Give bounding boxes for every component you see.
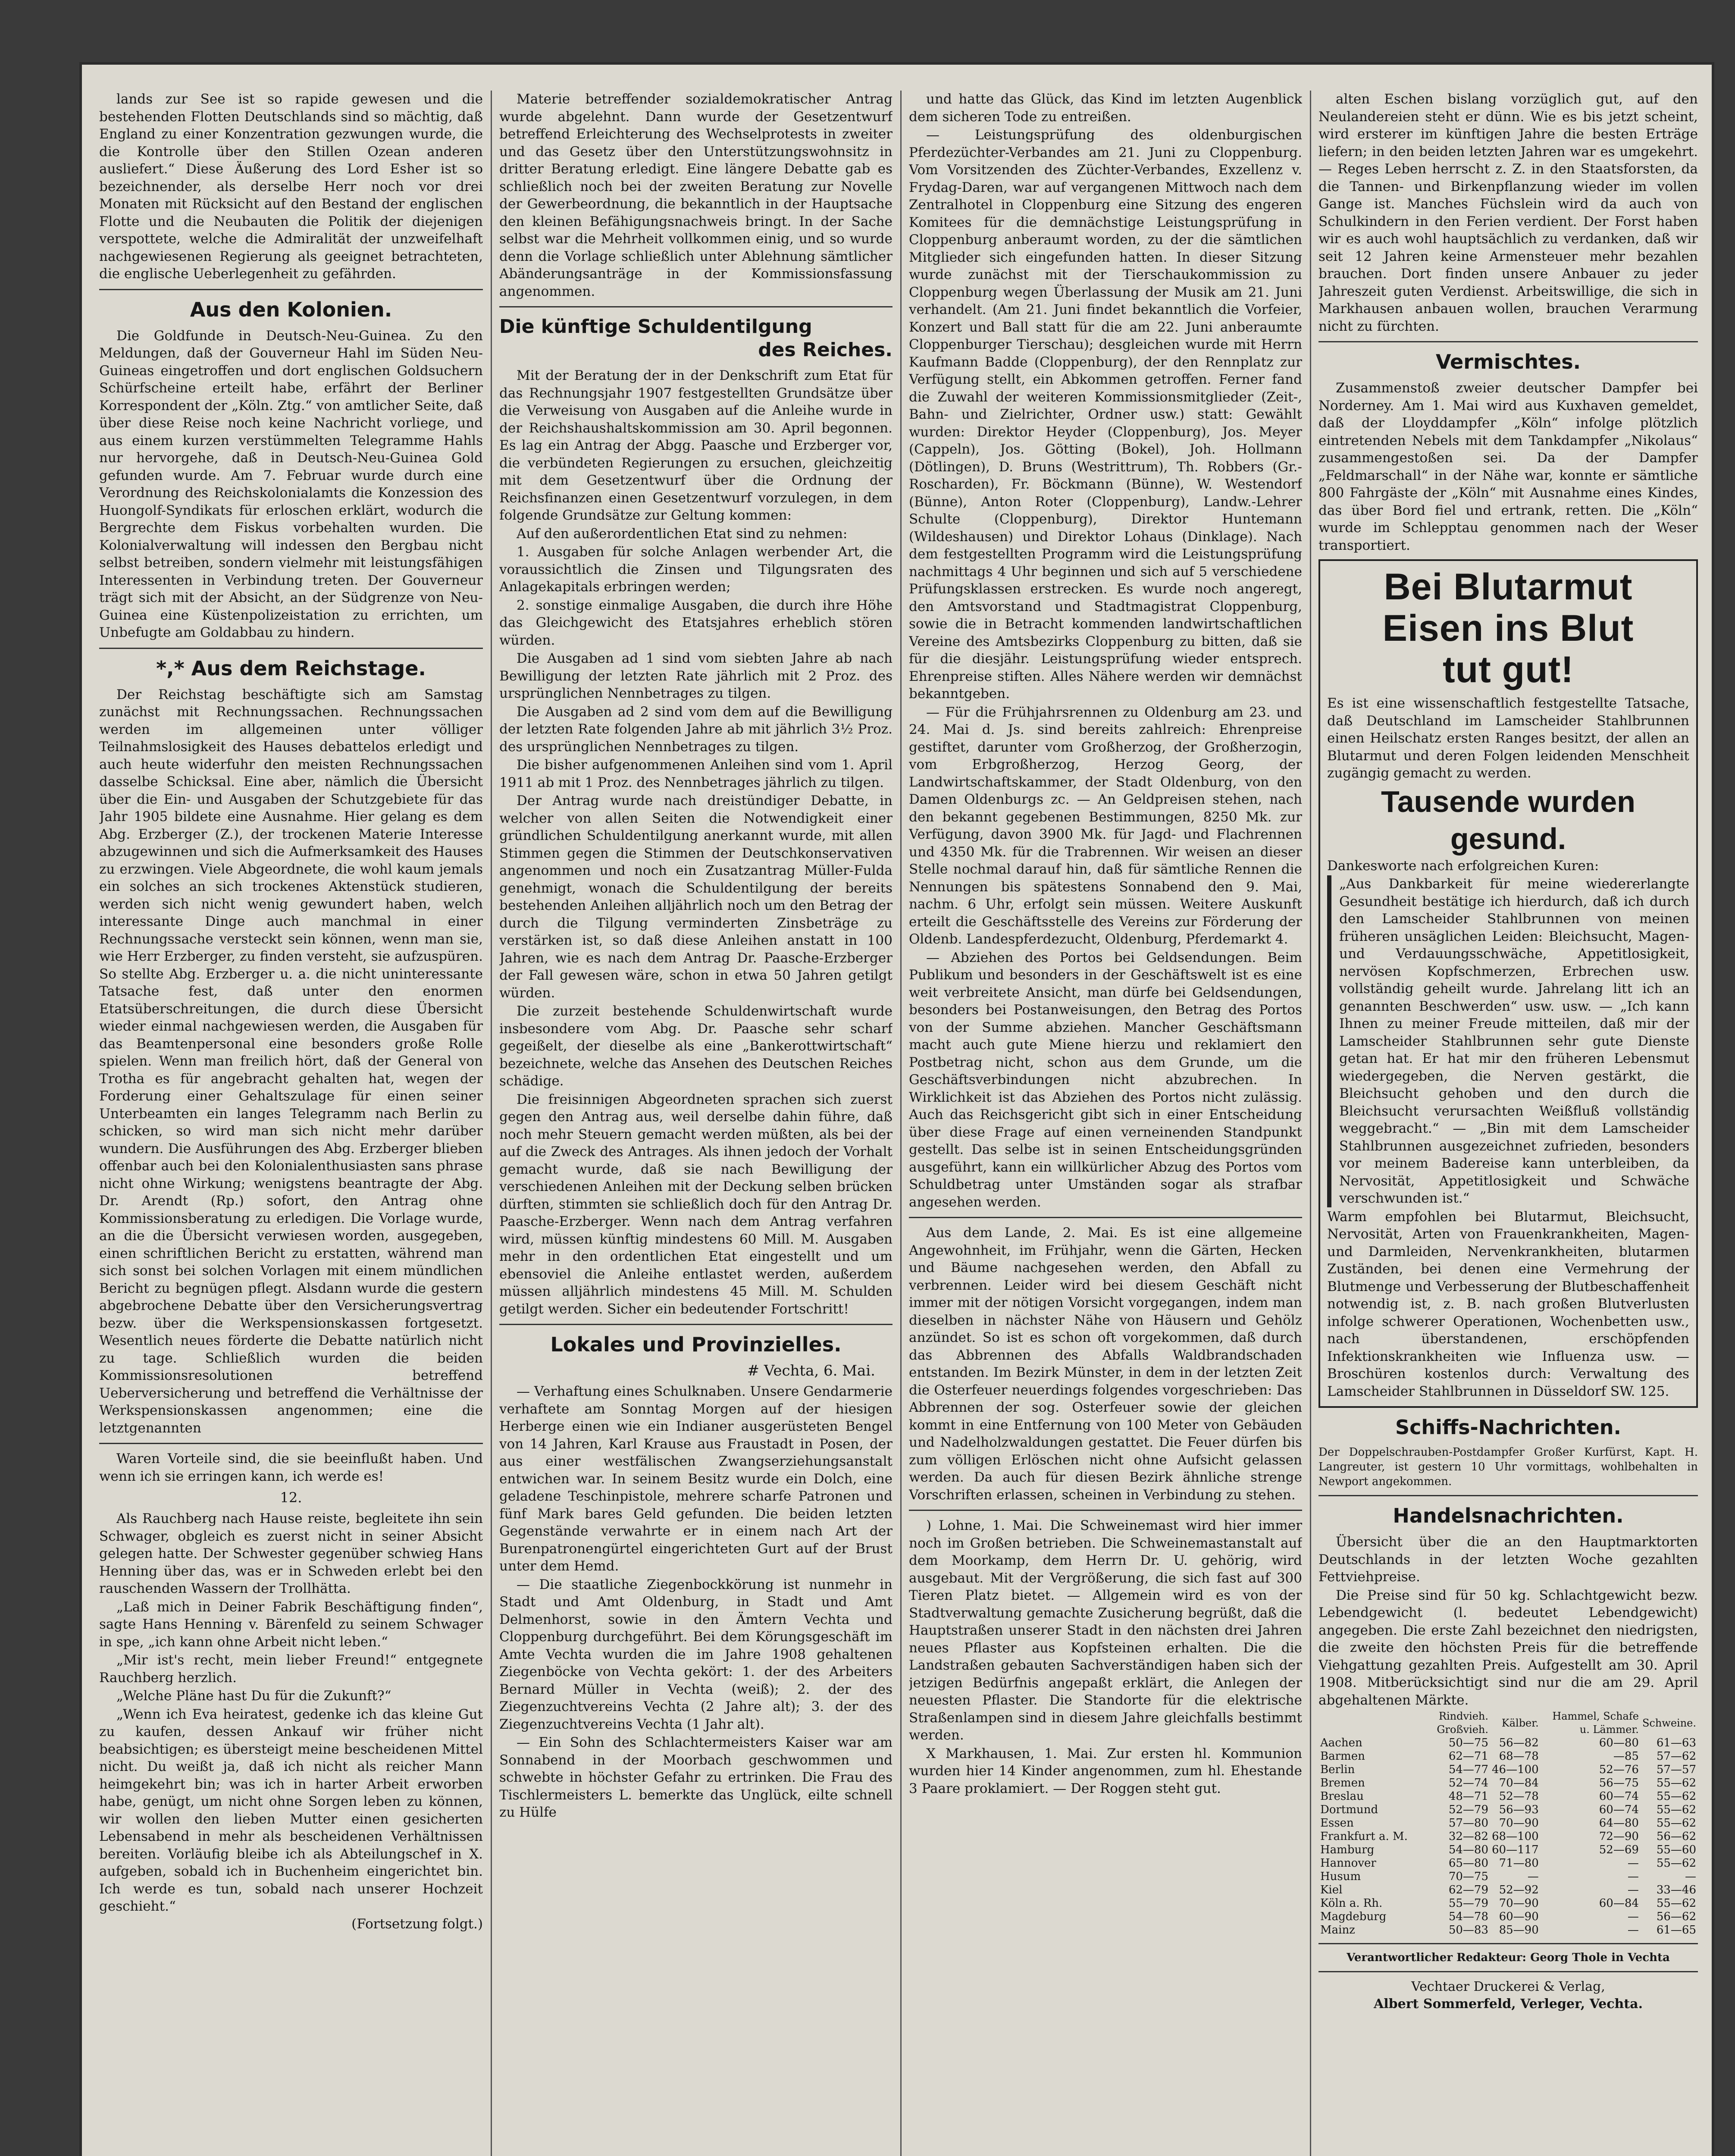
ad-headline: tut gut! [1442, 649, 1574, 690]
table-cell: 33—46 [1656, 1883, 1696, 1896]
handel-text: Die Preise sind für 50 kg. Schlachtgewicht bezw. Lebendgewicht (l. bedeutet Lebendgewicht) angegeben. Die erste Zahl bezeichnet den niedrigsten, die zweite den höchsten Preis für die betreffende Viehgattung gezahlten Preis. Aufgestellt am 30. April 1908. Mitberücksichtigt sind nur die am 29. April abgehaltenen Märkte. [1318, 1587, 1698, 1708]
column-rule [1310, 91, 1311, 2156]
table-cell: 55—62 [1656, 1777, 1696, 1789]
table-cell: 72—90 [1599, 1830, 1639, 1843]
table-header [1318, 1710, 1409, 1736]
table-cell: Husum [1320, 1870, 1361, 1883]
table-cell: 56—62 [1656, 1830, 1696, 1843]
article-paragraph: Die zurzeit bestehende Schuldenwirtschaft wurde insbesondere vom Abg. Dr. Paasche sehr scharf gegeißelt, der dieselbe als eine „Bankerottwirtschaft“ bezeichnete, welche das Ansehen des Deutschen Reiches schädige. [499, 1003, 893, 1089]
table-cell: 60—74 [1599, 1790, 1639, 1803]
table-cell: 65—80 [1448, 1857, 1489, 1870]
table-cell: —85 [1613, 1750, 1639, 1763]
advertisement-lamscheider [1318, 559, 1698, 1408]
table-row [1318, 1817, 1698, 1830]
table-row [1318, 1763, 1698, 1777]
table-row [1318, 1924, 1698, 1937]
section-rule [99, 1443, 483, 1444]
redakteur-line: Verantwortlicher Redakteur: Georg Thole in Vechta [1347, 1951, 1670, 1964]
table-row [1318, 1790, 1698, 1803]
article-paragraph: lands zur See ist so rapide gewesen und die bestehenden Flotten Deutschlands sind so mächtig, daß England zu einer Konzentration gezwungen wurde, die die Kontrolle über den Stillen Ozean anderen ausliefert.“ Diese Äußerung des Lord Esher ist so bezeichnender, als derselbe Herr noch vor drei Monaten mit Rücksicht auf den Bestand der englischen Flotte und die Neubauten die Politik der diejenigen verspottete, welche die Admiralität der unzweifelhaft nachgewiesenen Regierung als geeignet betrachteten, die englische Ueberlegenheit zu gefährden. [99, 91, 483, 282]
dateline: # Vechta, 6. Mai. [747, 1362, 875, 1379]
table-cell: 56—93 [1499, 1803, 1539, 1816]
table-cell: 52—76 [1599, 1763, 1639, 1776]
article-paragraph: und hatte das Glück, das Kind im letzten Augenblick dem sicheren Tode zu entreißen. [909, 91, 1302, 125]
article-paragraph: — Leistungsprüfung des oldenburgischen Pferdezüchter-Verbandes am 21. Juni zu Cloppenburg. Vom Vorsitzenden des Züchter-Verbandes, Exzellenz v. Frydag-Daren, war auf vergangenen Mittwoch nach dem Zentralhotel in Cloppenburg eine Sitzung des engeren Komitees für die demnächstige Leistungsprüfung in Cloppenburg anberaumt worden, zu der die sämtlichen Mitglieder sich eingefunden hatten. In dieser Sitzung wurde zunächst mit der Tierschaukommission zu Cloppenburg wegen Überlassung der Musik am 21. Juni verhandelt. (Am 21. Juni findet bekanntlich die Vorfeier, Konzert und Ball statt für die am 22. Juni anberaumte Cloppenburger Tierschau); desgleichen wurde mit Herrn Kaufmann Badde (Cloppenburg), der den Rennplatz zur Verfügung stellt, ein Abkommen getroffen. Ferner fand die Zuwahl der weiteren Kommissionsmitglieder (Zeit-, Bahn- und Zielrichter, Ordner usw.) statt: Gewählt wurden: Direktor Heyder (Cloppenburg), Jos. Meyer (Cappeln), Jos. Götting (Bokel), Joh. Hollmann (Dötlingen), D. Bruns (Westrittrum), Th. Robbers (Gr.-Roscharden), Fr. Böckmann (Bünne), W. Westendorf (Bünne), Anton Roter (Cloppenburg), Landw.-Lehrer Schulte (Cloppenburg), Direktor Huntemann (Wildeshausen) und Direktor Lohaus (Dinklage). Nach dem festgestellten Programm wird die Leistungsprüfung nachmittags 4 Uhr beginnen und sich auf 5 verschiedene Prüfungsklassen erstrecken. Es wurde noch angeregt, den Amtsvorstand und Stadtmagistrat Cloppenburg, sowie die in Betracht kommenden landwirtschaftlichen Vereine des Amtsbezirks Cloppenburg zu bitten, daß sie für die diesjähr. Leistungsprüfung wieder entsprech. Ehrenpreise stiften. Alles Nähere werden wir demnächst bekanntgeben. [909, 127, 1302, 702]
handel-intro: Übersicht über die an den Hauptmarktorten Deutschlands in der letzten Woche gezahlten Fettviehpreise. [1318, 1534, 1698, 1585]
table-cell: — [1527, 1870, 1539, 1883]
table-header: Kälber. [1501, 1717, 1539, 1729]
table-row [1318, 1777, 1698, 1790]
ad-footer: Warm empfohlen bei Blutarmut, Bleichsucht, Nervosität, Arten von Frauenkrankheiten, Magen- und Darmleiden, Nervenkrankheiten, blutarmen Zuständen, bei denen eine Vermehrung der Blutmenge und Verbesserung der Blutbeschaffenheit notwendig ist, z. B. nach großen Blutverlusten infolge schwerer Operationen, Wochenbetten usw., nach überstandenen, erschöpfenden Infektionskrankheiten wie Influenza usw. — Broschüren kostenlos durch: Verwaltung des Lamscheider Stahlbrunnen in Düsseldorf SW. 125. [1327, 1209, 1689, 1399]
article-paragraph: „Welche Pläne hast Du für die Zukunft?“ [116, 1688, 391, 1704]
section-rule [1318, 1495, 1698, 1496]
article-paragraph: Die Ausgaben ad 1 sind vom siebten Jahre ab nach Bewilligung der letzten Rate jährlich mit 2 Proz. des ursprünglichen Nennbetrages zu tilgen. [499, 651, 893, 701]
table-cell: — [1627, 1883, 1639, 1896]
table-cell: 57—57 [1656, 1763, 1696, 1776]
table-cell: 50—75 [1448, 1736, 1489, 1749]
table-cell: 70—84 [1499, 1777, 1539, 1789]
article-paragraph: Die Ausgaben ad 2 sind vom dem auf die Bewilligung der letzten Rate folgenden Jahre ab mit jährlich 3½ Proz. des ursprünglichen Nennbetrages zu tilgen. [499, 704, 893, 755]
table-row [1318, 1803, 1698, 1817]
table-cell: 55—62 [1656, 1897, 1696, 1910]
column-rule [491, 91, 492, 2156]
ad-headline: Eisen ins Blut [1382, 608, 1634, 649]
section-rule [909, 1217, 1302, 1218]
section-rule [1318, 1971, 1698, 1972]
table-cell: Frankfurt a. M. [1320, 1830, 1408, 1843]
article-paragraph: alten Eschen bislang vorzüglich gut, auf den Neulandereien steht er dünn. Wie es bis jetzt scheint, wird ersterer im künftigen Jahre die besten Erträge liefern; in den beiden letzten Jahren war es umgekehrt. — Reges Leben herrscht z. Z. in den Staatsforsten, da die Tannen- und Birkenpflanzung wieder im vollen Gange ist. Manches Füchslein wird da auch von Schulkindern in den Ferien verdient. Der Forst haben wir es auch wohl hauptsächlich zu verdanken, daß wir seit 12 Jahren keine Armensteuer mehr bezahlen brauchen. Dort finden unsere Anbauer zu jeder Jahreszeit guten Verdienst. Arbeitswillige, die sich in Markhausen anbauen wollen, brauchen Verarmung nicht zu fürchten. [1318, 91, 1698, 334]
table-cell: 55—62 [1656, 1803, 1696, 1816]
table-cell: 70—75 [1448, 1870, 1489, 1883]
table-header: Schweine. [1642, 1717, 1696, 1729]
table-cell: Bremen [1320, 1777, 1365, 1789]
article-paragraph: — Abziehen des Portos bei Geldsendungen. Beim Publikum und besonders in der Geschäftswelt ist es eine weit verbreitete Ansicht, man dürfe bei Geldsendungen, besonders bei Postanweisungen, den Betrag des Portos von der Summe abziehen. Mancher Geschäftsmann macht auch gute Miene hierzu und reklamiert den Postbetrag nicht, schon aus dem Grunde, um die Geschäftsverbindungen nicht abzubrechen. In Wirklichkeit ist das Abziehen des Portos nicht zulässig. Auch das Reichsgericht gibt sich in einer Entscheidung über diese Frage auf einen verneinenden Standpunkt gestellt. Das selbe ist in seinen Entscheidungsgründen ausgeführt, kann ein willkürlicher Abzug des Portos vom Schuldbetrag unter Umständen sogar als strafbar angesehen werden. [909, 950, 1302, 1210]
table-cell: 60—74 [1599, 1803, 1639, 1816]
title-line: Die künftige Schuldentilgung [499, 316, 812, 338]
section-rule [99, 289, 483, 290]
table-cell: 46—100 [1492, 1763, 1539, 1776]
table-cell: 55—62 [1656, 1857, 1696, 1870]
table-header: Hammel, Schafe u. Lämmer. [1552, 1710, 1639, 1736]
printer-line: Vechtaer Druckerei & Verlag, [1411, 1979, 1605, 1994]
table-cell: 61—65 [1656, 1924, 1696, 1937]
table-row [1318, 1830, 1698, 1843]
section-rule [1318, 1943, 1698, 1944]
table-cell: 52—74 [1448, 1777, 1489, 1789]
article-paragraph: 2. sonstige einmalige Ausgaben, die durch ihre Höhe das Gleichgewicht des Etatsjahres erheblich stören würden. [499, 597, 893, 648]
newspaper-page [82, 65, 1712, 2156]
table-cell: 55—62 [1656, 1817, 1696, 1830]
table-cell: 52—78 [1499, 1790, 1539, 1803]
article-paragraph: Die Goldfunde in Deutsch-Neu-Guinea. Zu den Meldungen, daß der Gouverneur Hahl im Süden Neu-Guineas eingetroffen und dort englischen Goldsuchern Schürfscheine erteilt habe, erfährt der Berliner Korrespondent der „Köln. Ztg.“ von amtlicher Seite, daß über diese Reise noch keine Nachricht vorliege, und aus einem kurzen verstümmelten Telegramme Hahls nur hervorgehe, daß in Deutsch-Neu-Guinea Gold gefunden wurde. Am 7. Februar wurde durch eine Verordnung des Reichskolonialamts die Konzession des Huongolf-Syndikats für erloschen erklärt, wodurch die Bergrechte dem Fiskus vorbehalten wurden. Die Kolonialverwaltung will indessen den Bergbau nicht selbst betreiben, sondern vielmehr mit leistungsfähigen Interessenten in Verbindung treten. Der Gouverneur trägt sich mit der Absicht, an der Südgrenze von Neu-Guinea eine Küstenpolizeistation zu errichten, um Unbefugte am Goldabbau zu hindern. [99, 328, 483, 640]
column-1 [99, 91, 483, 2156]
section-title-reichstag: *,* Aus dem Reichstage. [156, 656, 426, 680]
ad-testimonials-text: „Aus Dankbarkeit für meine wiedererlangte Gesundheit bestätige ich hierdurch, daß ich durch den Lamscheider Stahlbrunnen von meinen früheren unsäglichen Leiden: Bleichsucht, Magen- und Verdauungsschwäche, Appetitlosigkeit, nervösen Kopfschmerzen, Erbrechen usw. vollständig geheilt wurde. Jahrelang litt ich an genannten Beschwerden“ usw. usw. — „Ich kann Ihnen zu meiner Freude mitteilen, daß mir der Lamscheider Stahlbrunnen sehr gute Dienste getan hat. Er hat mir den früheren Lebensmut wiedergegeben, die Nerven gestärkt, die Bleichsucht gehoben und den durch die Bleichsucht verursachten Weißfluß vollständig weggebracht.“ — „Bin mit dem Lamscheider Stahlbrunnen ausgezeichnet zufrieden, besonders vor meinem Badereise kann unterbleiben, da Nervosität, Appetitlosigkeit und Schwäche verschwunden ist.“ [1339, 876, 1689, 1206]
section-title-lokales: Lokales und Provinzielles. [550, 1333, 842, 1356]
table-cell: Mainz [1320, 1924, 1355, 1937]
table-cell: 70—90 [1499, 1897, 1539, 1910]
continuation-note: (Fortsetzung folgt.) [351, 1916, 483, 1932]
table-cell: 48—71 [1448, 1790, 1489, 1803]
table-cell: Magdeburg [1320, 1910, 1387, 1923]
ad-headline: Bei Blutarmut [1384, 566, 1633, 608]
table-cell: 54—78 [1448, 1910, 1489, 1923]
table-cell: Hannover [1320, 1857, 1376, 1870]
article-paragraph: X Markhausen, 1. Mai. Zur ersten hl. Kommunion wurden hier 14 Kinder angenommen, zum hl. Ehestande 3 Paare proklamiert. — Der Roggen steht gut. [909, 1745, 1302, 1796]
article-paragraph: „Wenn ich Eva heiratest, gedenke ich das kleine Gut zu kaufen, dessen Ankauf wir früher nicht beabsichtigen; es übersteigt meine bescheidenen Mittel nicht. Du weißt ja, daß ich nicht als reicher Mann heimgekehrt bin; was ich in harter Arbeit erworben habe, genügt, um nicht ohne Sorgen leben zu können, wir wollen den lieben Mutter einen gesicherten Lebensabend in mehr als bescheidenen Verhältnissen bereiten. Vorläufig bleibe ich als Abteilungschef in X. aufgeben, sobald ich in Buchenheim eingerichtet bin. Ich werde es tun, sobald nach unserer Hochzeit geschieht.“ [99, 1706, 483, 1914]
table-cell: 52—79 [1448, 1803, 1489, 1816]
article-paragraph: Der Reichstag beschäftigte sich am Samstag zunächst mit Rechnungssachen. Rechnungssachen werden im allgemeinen unter völliger Teilnahmslosigkeit des Hauses debattelos erledigt und auch heute widerfuhr den meisten Rechnungssachen dasselbe Schicksal. Eine aber, nämlich die Übersicht über die Ein- und Ausgaben der Schutzgebiete für das Jahr 1905 bildete eine Ausnahme. Hier gelang es dem Abg. Erzberger (Z.), der trockenen Materie Interesse abzugewinnen und sich die Aufmerksamkeit des Hauses zu erzwingen. Viele Abgeordnete, die wohl kaum jemals ein solches an sich trockenes Aktenstück studieren, werden sich nicht wenig gewundert haben, welch interessante Dinge auch manchmal in einer Rechnungssache versteckt sein können, wenn man sie, wie Herr Erzberger, zu finden versteht, sie aufzuspüren. So stellte Abg. Erzberger u. a. die nicht uninteressante Tatsache fest, daß unter den enormen Etatsüberschreitungen, die durch diese Übersicht wieder einmal nachgewiesen werden, die Ausgaben für das Beamtenpersonal eine besonders große Rolle spielen. Wenn man freilich hört, daß der General von Trotha es für angebracht gehalten hat, wegen der Forderung einer Gehaltszulage für einen seiner Unterbeamten ein langes Telegramm nach Berlin zu schicken, so wird man sich nicht mehr darüber wundern. Die Ausführungen des Abg. Erzberger blieben offenbar auch bei den Kolonialenthusiasten sans phrase nicht ohne Wirkung; wenigstens beantragte der Abg. Dr. Arendt (Rp.) sofort, den Antrag ohne Kommissionsberatung zu erledigen. Die Vorlage wurde, an die die Übersicht verwiesen worden, ausgegeben, einen schriftlichen Bericht zu erstatten, während man sich sonst bei solchen Vorlagen mit einem mündlichen Bericht zu begnügen pflegt. Alsdann wurde die gestern abgebrochene Debatte über den Versicherungsvertrag bezw. über die Werkspensionskassen fortgesetzt. Wesentlich neues förderte die Debatte natürlich nicht zu tage. Schließlich wurden die beiden Kommissionsresolutionen betreffend Ueberversicherung und betreffend die Verhältnisse der Werkspensionskassen angenommen; eine die letztgenannten [99, 686, 483, 1436]
schiffs-text: Der Doppelschrauben-Postdampfer Großer Kurfürst, Kapt. H. Langreuter, ist gestern 10 Uhr vormittags, wohlbehalten in Newport angekommen. [1318, 1446, 1698, 1488]
ad-testimonials-intro: Dankesworte nach erfolgreichen Kuren: [1327, 858, 1599, 874]
table-cell: 55—62 [1656, 1790, 1696, 1803]
table-cell: — [1627, 1924, 1639, 1937]
table-cell: Hamburg [1320, 1843, 1375, 1856]
table-cell: 56—82 [1499, 1736, 1539, 1749]
article-paragraph: Auf den außerordentlichen Etat sind zu nehmen: [517, 526, 848, 542]
article-paragraph: „Laß mich in Deiner Fabrik Beschäftigung finden“, sagte Hans Henning v. Bärenfeld zu seinem Schwager in spe, „ich kann ohne Arbeit nicht leben.“ [99, 1599, 483, 1650]
table-row [1318, 1883, 1698, 1897]
table-cell: 57—80 [1448, 1817, 1489, 1830]
article-paragraph: — Verhaftung eines Schulknaben. Unsere Gendarmerie verhaftete am Sonntag Morgen auf der hiesigen Herberge einen wie ein Indianer ausgerüsteten Bengel von 14 Jahren, Karl Krause aus Fraustadt in Posen, der aus einer westfälischen Zwangserziehungsanstalt entwichen war. In seinem Besitz wurde ein Dolch, eine geladene Teschinpistole, mehrere scharfe Patronen und fünf Mark bares Geld gefunden. Die beiden letzten Gegenstände verwahrte er in einem nach Art der Burenpatronengürtel eingerichteten Gurt auf der Brust unter dem Hemd. [499, 1384, 893, 1574]
section-rule [1318, 341, 1698, 342]
table-cell: 56—62 [1656, 1910, 1696, 1923]
section-rule [909, 1510, 1302, 1511]
ad-subheadline: Tausende wurden gesund. [1381, 784, 1635, 856]
article-paragraph: „Mir ist's recht, mein lieber Freund!“ entgegnete Rauchberg herzlich. [99, 1652, 483, 1686]
table-row [1318, 1857, 1698, 1870]
column-3 [909, 91, 1302, 2156]
table-row [1318, 1897, 1698, 1910]
table-cell: 54—80 [1448, 1843, 1489, 1856]
title-line: des Reiches. [758, 339, 893, 361]
section-title-schiffs: Schiffs-Nachrichten. [1395, 1416, 1622, 1439]
table-cell: 52—92 [1499, 1883, 1539, 1896]
ad-testimonials [1327, 875, 1689, 1207]
section-rule [499, 306, 893, 307]
table-cell: 68—100 [1492, 1830, 1539, 1843]
article-paragraph: Materie betreffender sozialdemokratischer Antrag wurde abgelehnt. Dann wurde der Gesetzentwurf betreffend Erleichterung des Wechselprotests in zweiter und das Gesetz über den Unterstützungswohnsitz in dritter Beratung erledigt. Eine längere Debatte gab es schließlich noch bei der zweiten Beratung zur Novelle der Gewerbeordnung, die bekanntlich in der Hauptsache den kleinen Befähigungsnachweis bringt. In der Sache selbst war die Mehrheit vollkommen einig, und so wurde denn die Vorlage schließlich unter Ablehnung sämtlicher Abänderungsanträge in der Kommissionsfassung angenommen. [499, 91, 893, 299]
section-title-vermischtes: Vermischtes. [1435, 350, 1581, 373]
ad-text: Es ist eine wissenschaftlich festgestellte Tatsache, daß Deutschland im Lamscheider Stahlbrunnen einen Heilschatz ersten Ranges besitzt, der allen an Blutarmut und deren Folgen leidenden Menschheit zugängig gemacht zu werden. [1327, 696, 1689, 781]
article-paragraph: 1. Ausgaben für solche Anlagen werbender Art, die voraussichtlich die Zinsen und Tilgungsraten des Anlagekapitals erbringen werden; [499, 544, 893, 595]
table-cell: 62—79 [1448, 1883, 1489, 1896]
table-cell: 56—75 [1599, 1777, 1639, 1789]
table-cell: Kiel [1320, 1883, 1343, 1896]
article-paragraph: Die bisher aufgenommenen Anleihen sind vom 1. April 1911 ab mit 1 Proz. des Nennbetrages jährlich zu tilgen. [499, 757, 893, 790]
table-row [1318, 1736, 1698, 1750]
table-cell: — [1627, 1910, 1639, 1923]
table-cell: 50—83 [1448, 1924, 1489, 1937]
table-cell: 55—79 [1448, 1897, 1489, 1910]
table-cell: 57—62 [1656, 1750, 1696, 1763]
article-paragraph: ) Lohne, 1. Mai. Die Schweinemast wird hier immer noch im Großen betrieben. Die Schweinemastanstalt auf dem Moorkamp, dem Herrn Dr. U. gehörig, wird ausgebaut. Mit der Vergrößerung, die sich fast auf 300 Tieren Platz bietet. — Allgemein wird es von der Stadtverwaltung gemachte Zusicherung begrüßt, daß die Hauptstraßen unserer Stadt in den nächsten drei Jahren neues Pflaster aus Kopfsteinen erhalten. Die die Landstraßen gebauten Sachverständigen haben sich der jetzigen Bedürfnis angepaßt erklärt, die Anlegen der neuesten Pflaster. Die Standorte für die elektrische Straßenlampen sind in diesem Jahre gleichfalls bestimmt werden. [909, 1518, 1302, 1743]
section-rule [499, 1324, 893, 1325]
market-price-table [1318, 1710, 1698, 1937]
table-cell: 60—80 [1599, 1736, 1639, 1749]
section-title-schuldentilgung [499, 315, 893, 362]
table-cell: — [1627, 1857, 1639, 1870]
table-cell: Aachen [1320, 1736, 1362, 1749]
table-row [1318, 1843, 1698, 1857]
table-cell: Essen [1320, 1817, 1354, 1830]
table-cell: Barmen [1320, 1750, 1365, 1763]
table-cell: Berlin [1320, 1763, 1355, 1776]
article-paragraph: Waren Vorteile sind, die sie beeinflußt haben. Und wenn ich sie erringen kann, ich werde es! [99, 1451, 483, 1484]
article-paragraph: — Die staatliche Ziegenbockkörung ist nunmehr in Stadt und Amt Oldenburg, in Stadt und Amt Delmenhorst, sowie in den Ämtern Vechta und Cloppenburg durchgeführt. Bei dem Körungsgeschäft im Amte Vechta wurden die im Jahre 1908 gehaltenen Ziegenböcke von Vechta gekört: 1. der des Arbeiters Bernard Müller in Vechta (weiß); 2. der des Ziegenzuchtvereins Vechta (2 Jahre alt); 3. der des Ziegenzuchtvereins Vechta (1 Jahr alt). [499, 1576, 893, 1732]
table-row [1318, 1750, 1698, 1763]
table-header: Rindvieh. Großvieh. [1437, 1710, 1489, 1736]
table-cell: — [1627, 1870, 1639, 1883]
table-cell: 60—84 [1599, 1897, 1639, 1910]
table-cell: 61—63 [1656, 1736, 1696, 1749]
table-cell: Köln a. Rh. [1320, 1897, 1383, 1910]
table-cell: 71—80 [1499, 1857, 1539, 1870]
table-cell: 32—82 [1448, 1830, 1489, 1843]
table-cell: Breslau [1320, 1790, 1364, 1803]
article-paragraph: Mit der Beratung der in der Denkschrift zum Etat für das Rechnungsjahr 1907 festgestellten Grundsätze über die Verweisung von Ausgaben auf die Anleihe wurde in der Reichshaushaltskommission am 30. April begonnen. Es lag ein Antrag der Abgg. Paasche und Erzberger vor, die verbündeten Regierungen zu ersuchen, gleichzeitig mit dem Gesetzentwurf über die Ordnung der Reichsfinanzen einen Gesetzentwurf vorzulegen, in dem folgende Grundsätze zur Geltung kommen: [499, 368, 893, 523]
table-cell: 54—77 [1448, 1763, 1489, 1776]
table-cell: 62—71 [1448, 1750, 1489, 1763]
table-row [1318, 1870, 1698, 1883]
article-paragraph: Aus dem Lande, 2. Mai. Es ist eine allgemeine Angewohnheit, im Frühjahr, wenn die Gärten, Hecken und Bäume nachgesehen werden, den Abfall zu verbrennen. Leider wird bei diesem Geschäft nicht immer mit der nötigen Vorsicht vorgegangen, indem man dieselben in nächster Nähe von Häusern und Gehölz anzündet. So ist es schon oft vorgekommen, daß durch das Abbrennen des Abfalls Waldbrandschaden entstanden. Im Bezirk Münster, in dem in der letzten Zeit die Osterfeuer neuerdings folgendes vorgeschrieben: Das Abbrennen der sog. Osterfeuer sowie der gleichen kommt in eine Entfernung von 100 Meter von Gebäuden und Nadelholzwaldungen gestattet. Die Feuer dürfen bis zum völligen Erlöschen nicht ohne Aufsicht gelassen werden. Da auch für diesen Bezirk ähnliche strenge Vorschriften erlassen, scheinen in Verbindung zu stehen. [909, 1225, 1302, 1503]
table-cell: Dortmund [1320, 1803, 1378, 1816]
article-paragraph: — Ein Sohn des Schlachtermeisters Kaiser war am Sonnabend in der Moorbach geschwommen und schwebte in höchster Gefahr zu ertrinken. Die Frau des Tischlermeisters L. bemerkte das Unglück, eilte schnell zu Hülfe [499, 1735, 893, 1820]
table-cell: 64—80 [1599, 1817, 1639, 1830]
table-cell: 55—60 [1656, 1843, 1696, 1856]
column-4 [1318, 91, 1698, 2156]
table-cell: 60—117 [1492, 1843, 1539, 1856]
article-paragraph: Der Antrag wurde nach dreistündiger Debatte, in welcher von allen Seiten die Notwendigkeit einer gründlichen Schuldentilgung anerkannt wurde, mit allen Stimmen gegen die Stimmen der Deutschkonservativen angenommen und noch ein Zusatzantrag Müller-Fulda genehmigt, wonach die Schuldentilgung der bereits bestehenden Anleihen alljährlich noch um den Betrag der durch die Tilgung verminderten Zinsbeträge zu verstärken ist, so daß diese Anleihen anstatt in 100 Jahren, wie es nach dem Antrag Dr. Paasche-Erzberger der Fall gewesen wäre, schon in etwa 50 Jahren getilgt würden. [499, 793, 893, 1001]
table-cell: 70—90 [1499, 1817, 1539, 1830]
section-rule [99, 648, 483, 649]
section-title-kolonien: Aus den Kolonien. [190, 298, 392, 321]
column-2 [499, 91, 893, 2156]
table-cell: 52—69 [1599, 1843, 1639, 1856]
table-cell: — [1685, 1870, 1696, 1883]
article-paragraph: — Für die Frühjahrsrennen zu Oldenburg am 23. und 24. Mai d. Js. sind bereits zahlreich: Ehrenpreise gestiftet, darunter vom Großherzog, der Großherzogin, vom Erbgroßherzog, Herzog Georg, der Landwirtschaftskammer, der Stadt Oldenburg, von den Damen Oldenburgs zc. — An Geldpreisen stehen, nach den bekannt gegebenen Bestimmungen, 8250 Mk. zur Verfügung, davon 3900 Mk. für Jagd- und Flachrennen und 4350 Mk. für die Trabrennen. Wir weisen an dieser Stelle nochmal darauf hin, daß für sämtliche Rennen die Nennungen bis spätestens Sonnabend den 9. Mai, nachm. 6 Uhr, erfolgt sein müssen. Weitere Auskunft erteilt die Geschäftsstelle des Vereins zur Förderung der Oldenb. Landespferdezucht, Oldenburg, Pferdemarkt 4. [909, 704, 1302, 947]
table-cell: 68—78 [1499, 1750, 1539, 1763]
chapter-number: 12. [280, 1489, 302, 1506]
article-paragraph: Als Rauchberg nach Hause reiste, begleitete ihn sein Schwager, obgleich es zuerst nicht in seiner Absicht gelegen hatte. Der Schwester gegenüber schwieg Hans Henning über das, was er in Schweden erlebt bei den rauschenden Wassern der Trollhätta. [99, 1511, 483, 1596]
table-cell: 60—90 [1499, 1910, 1539, 1923]
section-title-handel: Handelsnachrichten. [1393, 1504, 1624, 1527]
table-row [1318, 1910, 1698, 1924]
article-paragraph: Die freisinnigen Abgeordneten sprachen sich zuerst gegen den Antrag aus, weil derselbe dahin führe, daß noch mehr Steuern gemacht werden müßten, als bei der auf die Zweck des Antrages. Als ihnen jedoch der Vorhalt gemacht wurde, daß sie nach Bewilligung der verschiedenen Anleihen mit der Deckung selben brücken dürften, stimmten sie schließlich doch für den Antrag Dr. Paasche-Erzberger. Wenn nach dem Antrag verfahren wird, müssen künftig mindestens 60 Mill. M. Ausgaben mehr in den ordentlichen Etat eingestellt und um ebensoviel die Anleihe entlastet werden, außerdem müssen alljährlich mindestens 45 Mill. M. Schulden getilgt werden. Sicher ein bedeutender Fortschritt! [499, 1091, 893, 1317]
publisher-line: Albert Sommerfeld, Verleger, Vechta. [1373, 1996, 1643, 2012]
column-rule [900, 91, 902, 2156]
article-paragraph: Zusammenstoß zweier deutscher Dampfer bei Norderney. Am 1. Mai wird aus Kuxhaven gemeldet, daß der Lloyddampfer „Köln“ infolge plötzlich eintretenden Nebels mit dem Tankdampfer „Nikolaus“ zusammengestoßen sei. Da der Dampfer „Feldmarschall“ in der Nähe war, konnte er sämtliche 800 Fahrgäste der „Köln“ mit Ausnahme eines Kindes, das über Bord fiel und ertrank, retten. Die „Köln“ wurde im Schlepptau genommen nach der Weser transportiert. [1318, 380, 1698, 553]
table-cell: 85—90 [1499, 1924, 1539, 1937]
